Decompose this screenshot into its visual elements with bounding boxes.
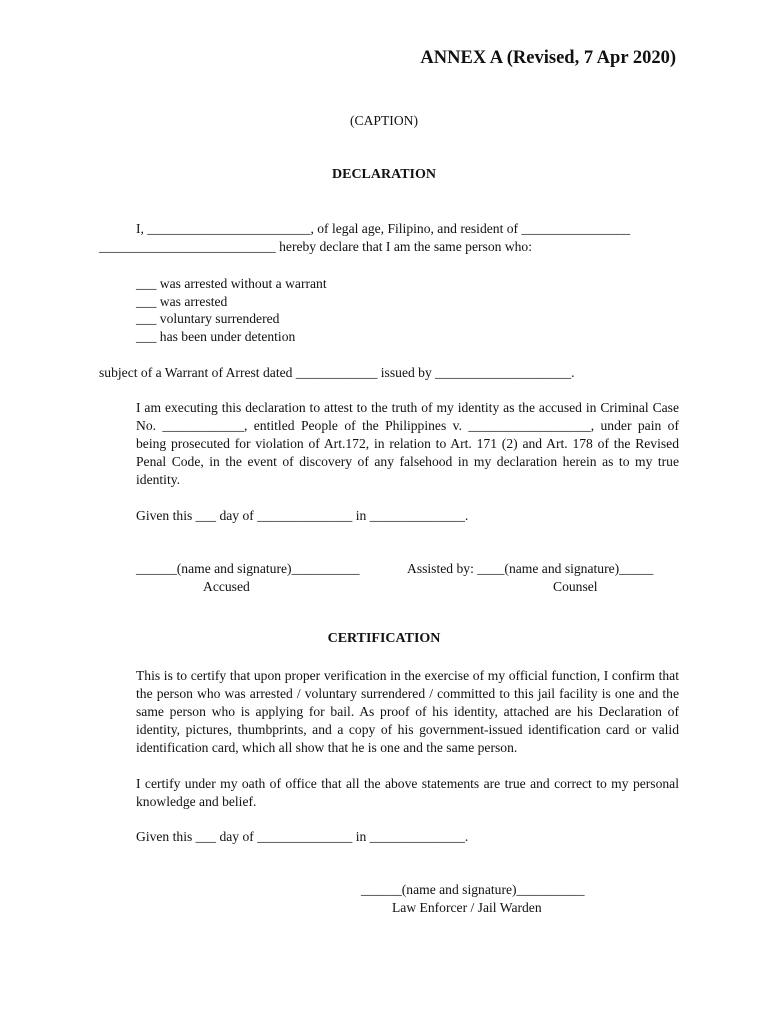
warden-signature-line: ______(name and signature)__________ [361,882,585,897]
accused-signature-line: ______(name and signature)__________ [136,561,360,576]
accused-label: Accused [203,579,250,594]
declaration-options-list [136,275,327,346]
counsel-label: Counsel [553,579,598,594]
certification-paragraph1-block [99,667,679,757]
option-under-detention: ___ has been under detention [136,329,296,345]
option-voluntary-surrendered: ___ voluntary surrendered [136,311,280,327]
certification-paragraph2-block [99,775,679,811]
declaration-intro-line1: I, ________________________, of legal age, Filipino, and resident of ________________ [136,221,631,236]
declaration-intro-line2: __________________________ hereby declare that I am the same person who: [99,239,533,254]
certification-paragraph1: This is to certify that upon proper verification in the exercise of my official function, I confirm that the person who was arrested / voluntary surrendered / committed to this jail facility is one and the same person who is applying for bail. As proof of his identity, attached are his Declaration of identity, pictures, thumbprints, and a copy of his government-issued identification card or valid identification card, which all show that he is one and the same person. [136,668,679,755]
attest-paragraph: I am executing this declaration to attest to the truth of my identity as the accused in Criminal Case No. ____________, entitled People of the Philippines v. __________________, under pain of being prosecuted for violation of Art.172, in relation to Art. 171 (2) and Art. 178 of the Revised Penal Code, in the event of discovery of any falsehood in my declaration herein as to my true identity. [136,400,679,487]
annex-title: ANNEX A (Revised, 7 Apr 2020) [420,48,676,68]
declaration-given-line: Given this ___ day of ______________ in ______________. [136,508,469,523]
warrant-line: subject of a Warrant of Arrest dated ____________ issued by ____________________. [99,365,575,380]
option-arrested-without-warrant: ___ was arrested without a warrant [136,276,327,291]
attest-paragraph-block [99,399,679,489]
certification-heading: CERTIFICATION [327,631,441,646]
warden-label: Law Enforcer / Jail Warden [392,900,542,915]
certification-given-line: Given this ___ day of ______________ in ______________. [136,829,469,844]
declaration-heading: DECLARATION [332,167,436,182]
option-arrested: ___ was arrested [136,293,228,309]
caption-placeholder: (CAPTION) [350,113,418,128]
certification-paragraph2: I certify under my oath of office that all the above statements are true and correct to my personal knowledge and belief. [136,776,679,809]
counsel-signature-line: Assisted by: ____(name and signature)_____ [407,561,654,576]
